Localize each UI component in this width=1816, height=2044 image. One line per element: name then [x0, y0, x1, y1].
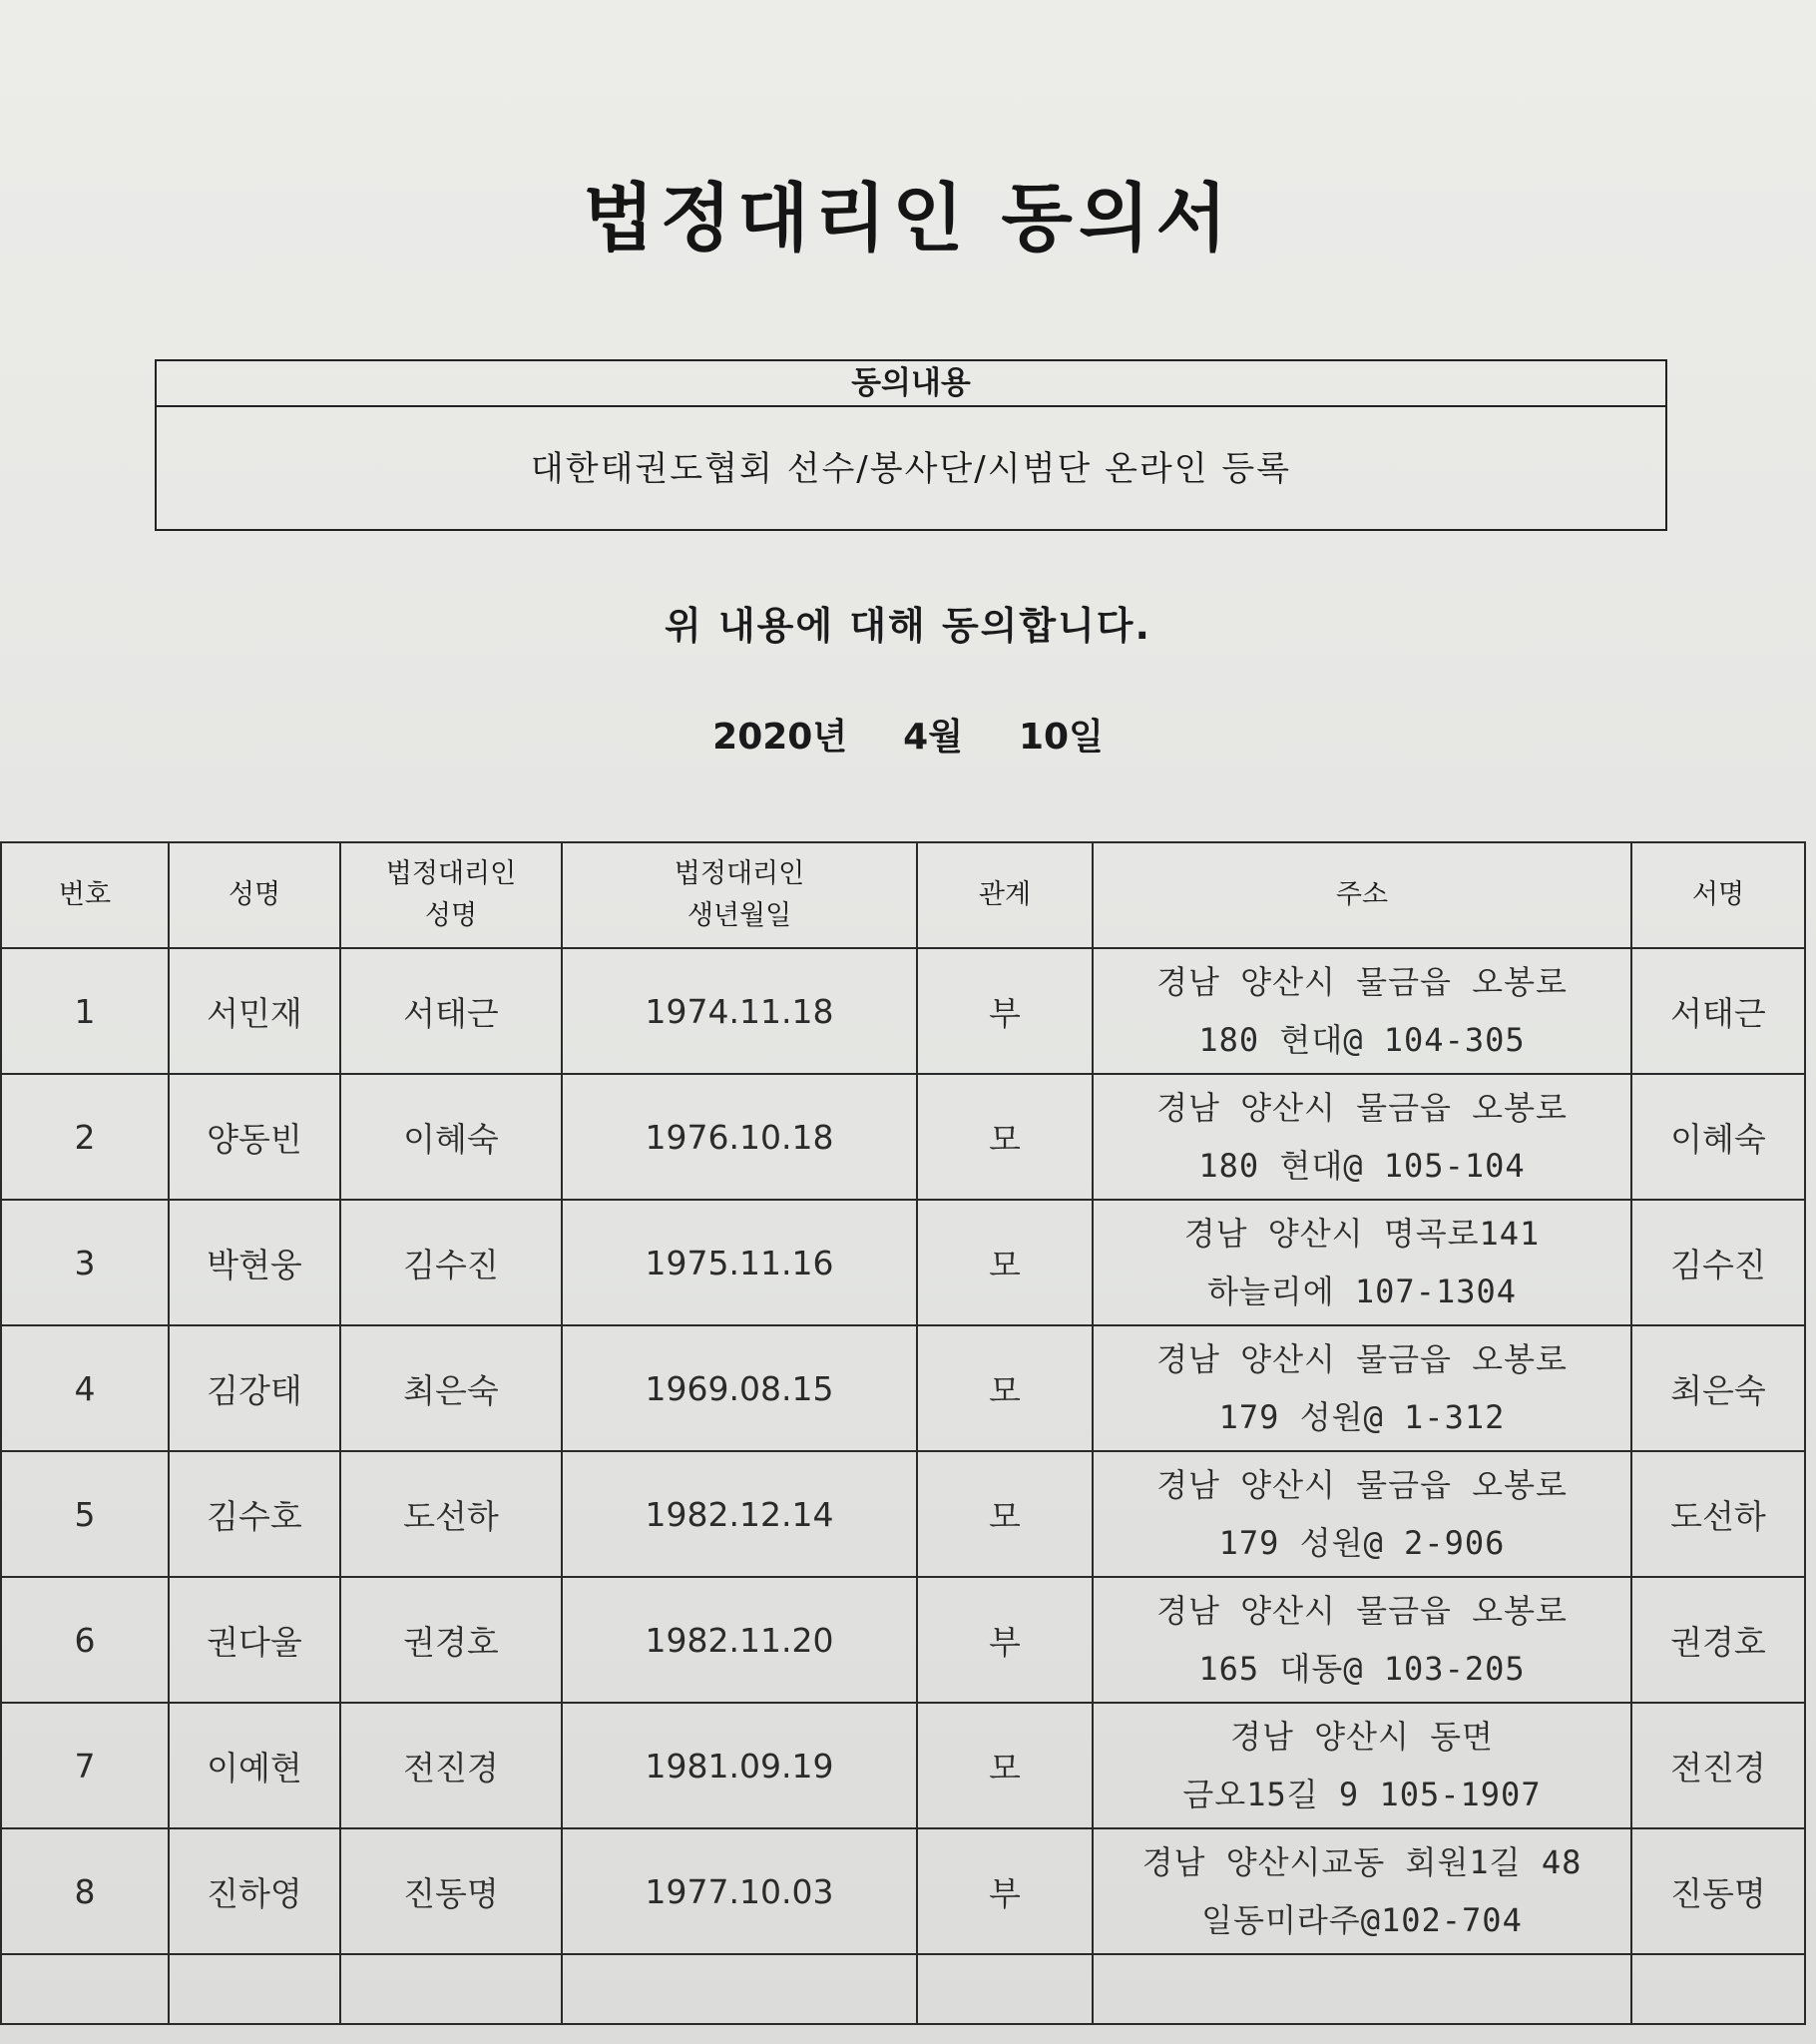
cell-signature: 권경호	[1631, 1577, 1805, 1703]
address-line1: 경남 양산시 물금읍 오봉로	[1156, 1592, 1568, 1630]
address-line1: 경남 양산시 동면	[1230, 1718, 1494, 1756]
cell-address	[1093, 1703, 1631, 1828]
cell-no: 7	[1, 1703, 169, 1828]
table-row	[1, 1703, 1805, 1828]
header-guardian-name	[340, 842, 562, 948]
table-row	[1, 1325, 1805, 1451]
consent-header: 동의내용	[157, 361, 1665, 407]
cell-guardian: 서태근	[340, 948, 562, 1074]
cell-guardian: 진동명	[340, 1828, 562, 1954]
address-line2: 금오15길 9 105-1907	[1182, 1776, 1542, 1813]
cell-guardian: 최은숙	[340, 1325, 562, 1451]
address-line2: 165 대동@ 103-205	[1198, 1650, 1526, 1688]
header-guardian-birth-line1: 법정대리인	[674, 858, 805, 889]
cell-empty	[169, 1954, 340, 2024]
consent-box	[155, 359, 1667, 531]
cell-name: 김수호	[169, 1451, 340, 1577]
cell-address	[1093, 1074, 1631, 1200]
table-row	[1, 1577, 1805, 1703]
cell-guardian: 권경호	[340, 1577, 562, 1703]
table-row	[1, 1074, 1805, 1200]
cell-guardian: 도선하	[340, 1451, 562, 1577]
cell-relation: 모	[917, 1325, 1093, 1451]
header-address: 주소	[1093, 842, 1631, 948]
cell-relation: 모	[917, 1703, 1093, 1828]
cell-name: 진하영	[169, 1828, 340, 1954]
cell-signature: 전진경	[1631, 1703, 1805, 1828]
table-body	[1, 948, 1805, 2024]
header-no: 번호	[1, 842, 169, 948]
cell-address	[1093, 948, 1631, 1074]
cell-relation: 모	[917, 1451, 1093, 1577]
cell-guardian: 김수진	[340, 1200, 562, 1325]
cell-signature: 김수진	[1631, 1200, 1805, 1325]
address-line1: 경남 양산시 물금읍 오봉로	[1156, 1340, 1568, 1378]
cell-empty	[1, 1954, 169, 2024]
document-title: 법정대리인 동의서	[583, 176, 1233, 261]
table-row-empty	[1, 1954, 1805, 2024]
cell-name: 양동빈	[169, 1074, 340, 1200]
cell-guardian: 전진경	[340, 1703, 562, 1828]
cell-guardian: 이혜숙	[340, 1074, 562, 1200]
cell-name: 김강태	[169, 1325, 340, 1451]
cell-address	[1093, 1828, 1631, 1954]
cell-relation: 부	[917, 1577, 1093, 1703]
date-day: 10일	[1018, 717, 1104, 758]
date-year: 2020년	[712, 717, 848, 758]
cell-birth: 1975.11.16	[562, 1200, 917, 1325]
header-name: 성명	[169, 842, 340, 948]
cell-no: 8	[1, 1828, 169, 1954]
header-signature: 서명	[1631, 842, 1805, 948]
cell-no: 1	[1, 948, 169, 1074]
cell-birth: 1974.11.18	[562, 948, 917, 1074]
cell-empty	[562, 1954, 917, 2024]
address-line1: 경남 양산시교동 회원1길 48	[1141, 1843, 1583, 1881]
cell-no: 4	[1, 1325, 169, 1451]
cell-name: 권다울	[169, 1577, 340, 1703]
cell-no: 2	[1, 1074, 169, 1200]
header-guardian-birth	[562, 842, 917, 948]
table-row	[1, 1451, 1805, 1577]
cell-birth: 1969.08.15	[562, 1325, 917, 1451]
cell-empty	[1093, 1954, 1631, 2024]
cell-no: 5	[1, 1451, 169, 1577]
header-guardian-name-line2: 성명	[424, 900, 478, 931]
header-relation: 관계	[917, 842, 1093, 948]
address-line2: 179 성원@ 2-906	[1218, 1524, 1506, 1562]
address-line2: 180 현대@ 104-305	[1198, 1021, 1526, 1059]
address-line2: 일동미라주@102-704	[1201, 1901, 1523, 1939]
cell-signature: 진동명	[1631, 1828, 1805, 1954]
table-row	[1, 948, 1805, 1074]
cell-signature: 최은숙	[1631, 1325, 1805, 1451]
address-line2: 하늘리에 107-1304	[1206, 1273, 1518, 1310]
cell-empty	[1631, 1954, 1805, 2024]
cell-address	[1093, 1451, 1631, 1577]
cell-no: 3	[1, 1200, 169, 1325]
address-line2: 180 현대@ 105-104	[1198, 1147, 1526, 1185]
address-line1: 경남 양산시 명곡로141	[1183, 1215, 1541, 1253]
cell-signature: 도선하	[1631, 1451, 1805, 1577]
cell-name: 이예현	[169, 1703, 340, 1828]
address-line1: 경남 양산시 물금읍 오봉로	[1156, 1466, 1568, 1504]
cell-relation: 부	[917, 948, 1093, 1074]
date-month: 4월	[903, 717, 963, 758]
cell-name: 서민재	[169, 948, 340, 1074]
header-guardian-name-line1: 법정대리인	[385, 858, 517, 889]
cell-empty	[340, 1954, 562, 2024]
cell-birth: 1981.09.19	[562, 1703, 917, 1828]
cell-relation: 부	[917, 1828, 1093, 1954]
cell-address	[1093, 1325, 1631, 1451]
guardian-table	[0, 841, 1806, 2025]
consent-date	[0, 709, 1816, 760]
cell-signature: 이혜숙	[1631, 1074, 1805, 1200]
table-header-row	[1, 842, 1805, 948]
address-line1: 경남 양산시 물금읍 오봉로	[1156, 1089, 1568, 1127]
cell-relation: 모	[917, 1074, 1093, 1200]
cell-relation: 모	[917, 1200, 1093, 1325]
cell-empty	[917, 1954, 1093, 2024]
consent-body: 대한태권도협회 선수/봉사단/시범단 온라인 등록	[530, 449, 1292, 489]
cell-address	[1093, 1200, 1631, 1325]
table-row	[1, 1828, 1805, 1954]
cell-address	[1093, 1577, 1631, 1703]
header-guardian-birth-line2: 생년월일	[686, 900, 792, 931]
cell-birth: 1976.10.18	[562, 1074, 917, 1200]
cell-birth: 1982.12.14	[562, 1451, 917, 1577]
cell-name: 박현웅	[169, 1200, 340, 1325]
cell-no: 6	[1, 1577, 169, 1703]
cell-birth: 1977.10.03	[562, 1828, 917, 1954]
address-line1: 경남 양산시 물금읍 오봉로	[1156, 963, 1568, 1001]
cell-birth: 1982.11.20	[562, 1577, 917, 1703]
table-row	[1, 1200, 1805, 1325]
address-line2: 179 성원@ 1-312	[1218, 1398, 1506, 1436]
cell-signature: 서태근	[1631, 948, 1805, 1074]
agree-statement: 위 내용에 대해 동의합니다.	[665, 604, 1151, 648]
